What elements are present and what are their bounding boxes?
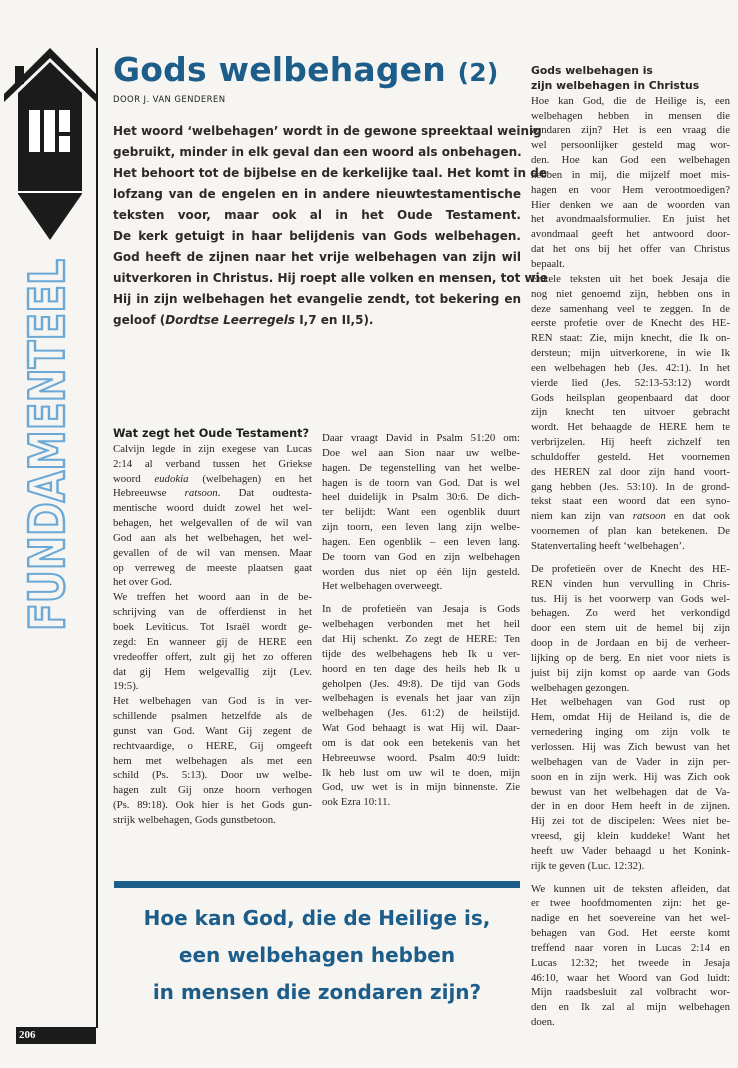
paragraph — [113, 694, 312, 828]
text-line: een welbehagen hebben — [178, 943, 456, 967]
text-segment: (welbehagen) en het — [188, 472, 312, 485]
paragraph — [531, 562, 730, 696]
text-line: nog niet genoemd zijn, hebben ons in — [531, 287, 730, 300]
text-line: dat het ons bij het offer van Christus — [531, 243, 730, 256]
text-line: 19:5). — [113, 680, 139, 693]
text-line: rijk te geven (Luc. 12:32). — [531, 859, 645, 872]
paragraph — [113, 590, 312, 694]
text-line: schuldoffer gesteld. Het voornemen — [531, 450, 730, 463]
text-line: boek Leviticus. Tot Israël wordt ge- — [113, 620, 312, 633]
text-line: geholpen (Jes. 49:8). De tijd van Gods — [322, 677, 520, 690]
text-segment: en dat ook — [665, 510, 730, 523]
text-line: een welbehagen heb (Jes. 42:1). In het — [531, 361, 730, 374]
column-1 — [113, 427, 312, 828]
text-line: Doe wel aan Sion naar uw welbe- — [322, 446, 520, 459]
text-line: doen. — [531, 1016, 555, 1029]
text-line: nadige en het soevereine van het wel- — [531, 912, 730, 925]
text-line: der in en door Hem heeft in de zijnen. — [531, 800, 730, 813]
paragraph — [531, 94, 730, 272]
text-line: Het welbehagen overweegt. — [322, 580, 443, 593]
text-line: gunst van God. Want Gij zegent de — [113, 724, 312, 737]
text-line: schrijving van de offerdienst in het — [113, 606, 312, 619]
text-line: welbehagen verbonden met het heil — [322, 618, 520, 631]
text-line: lijking op de berg. En niet voor niets is — [531, 651, 730, 664]
paragraph — [322, 602, 520, 810]
text-line: Hem, omdat Hij de Heiland is, die de — [531, 711, 730, 724]
text-line: Calvijn legde in zijn exegese van Lucas — [113, 442, 312, 455]
text-line: Gods heilsplan geopenbaard dat door — [531, 391, 730, 404]
text-line: vierde lied (Jes. 52:13-53:12) wordt — [531, 376, 730, 389]
text-line: zondaren zijn? Het is een vraag die — [531, 124, 730, 137]
text-line: hagen zult Gij onze hoorn verhogen — [113, 784, 312, 797]
text-line: dat Hij schenkt. Zo zegt de HERE: Ten — [322, 632, 520, 645]
text-line: den. Hoe kan God een welbehagen — [531, 154, 730, 167]
text-line: ook Ezra 10:11. — [322, 796, 391, 809]
text-segment: I,7 en II,5). — [295, 313, 374, 327]
title-number: (2) — [457, 58, 499, 87]
text-line: tus. Hij is het voorwerp van Gods wel- — [531, 592, 730, 605]
text-line: gang hebben (Jes. 53:10). In de grond- — [531, 480, 730, 493]
italic-term: ratsoon — [184, 487, 218, 500]
vertical-rule — [96, 48, 98, 1028]
text-line: juist bij zijn komst op aarde van Gods — [531, 666, 730, 679]
text-line: mentische woord duidt zowel het wel- — [113, 502, 312, 515]
text-line: God, uw wet is in mijn binnenste. Zie — [322, 781, 520, 794]
text-line: Hier denken we aan de woorden van — [531, 198, 730, 211]
paragraph — [531, 695, 730, 873]
text-line: wordt. Het behaagde de HERE hem te — [531, 421, 730, 434]
text-line: des HEREN zal door zijn hand voort- — [531, 465, 730, 478]
text-line: We kunnen uit de teksten afleiden, dat — [531, 882, 730, 895]
title-main: Gods welbehagen — [113, 50, 446, 89]
text-line: het avondmaalsformulier. En juist het — [531, 213, 730, 226]
text-line: tekst staat een woord dat een syno- — [531, 495, 730, 508]
text-line: Hij zei tot de discipelen: Wees niet be- — [531, 815, 730, 828]
text-line: eerste profetie over de Knecht des HE- — [531, 317, 730, 330]
text-line: lofzang van de engelen en in andere nieuwtestamentische — [113, 187, 521, 201]
text-line: Het woord ‘welbehagen’ wordt in de gewone spreektaal weinig — [113, 124, 542, 138]
text-line: welbehagen is evenals het jaar van zijn — [322, 692, 520, 705]
text-line: verbrijzelen. Hij heeft zichzelf ten — [531, 436, 730, 449]
subheading-oude-testament: Wat zegt het Oude Testament? — [113, 427, 310, 440]
paragraph — [531, 882, 730, 1030]
text-line: Mijn raadsbesluit zal volbracht wor- — [531, 986, 730, 999]
text-line: vreesd, gij klein kuddeke! Want het — [531, 830, 730, 843]
text-line: verlossen. Hij was Zich bewust van het — [531, 740, 730, 753]
text-line: heel duidelijk in Psalm 30:6. De dich- — [322, 491, 520, 504]
text-line: (Ps. 89:18). Ook hier is het Gods gun- — [113, 799, 312, 812]
text-line: REN vinden hun vervulling in Chris- — [531, 577, 730, 590]
text-line: Het behoort tot de bijbelse en de kerkelijke taal. Het komt in de — [113, 166, 547, 180]
svg-text:FUNDAMENTEEL: FUNDAMENTEEL — [19, 183, 76, 631]
text-line: avondmaal geeft het antwoord door- — [531, 228, 730, 241]
text-line: God aan als het welbehagen, het wel- — [113, 531, 312, 544]
text-line: vernedering inging om zijn volk te — [531, 726, 730, 739]
text-line: ter belijdt: Want een ogenblik duurt — [322, 506, 520, 519]
text-line: strijk welbehagen, Gods gunstbetoon. — [113, 813, 276, 826]
text-line: wel persoonlijker gesteld mag wor- — [531, 139, 730, 152]
text-line: heeft uw Vader behaagd u het Konink- — [531, 844, 730, 857]
paragraph — [531, 272, 730, 554]
text-line: behagen van God. Het eerste komt — [531, 927, 730, 940]
column-2 — [322, 431, 520, 810]
text-line: Het welbehagen van God rust op — [531, 696, 730, 709]
text-line: welbehagen gezongen. — [531, 681, 630, 694]
text-line: zijn toorn, een leven lang zijn welbe- — [322, 521, 520, 534]
text-line: Het welbehagen van God is in ver- — [113, 695, 312, 708]
column-3 — [531, 64, 730, 1030]
text-line: treffend naar voren in Lucas 2:14 en — [531, 941, 730, 954]
text-line: zijn knecht ten uitvoer gebracht — [531, 406, 730, 419]
text-line: uitverkoren in Christus. Hij roept alle volken en mensen, tot wie — [113, 271, 548, 285]
text-line: Hebreeuwse woord. Psalm 40:9 luidt: — [322, 751, 520, 764]
text-line: behagen. Zo werd het verkondigd — [531, 607, 730, 620]
text-line: op verreweg de meeste plaatsen gaat — [113, 561, 312, 574]
text-line: hagen is de toorn van God. Dat is wel — [322, 476, 520, 489]
text-line: Hoe kan God, die de Heilige is, — [143, 906, 491, 930]
text-line: Enkele teksten uit het boek Jesaja die — [531, 272, 730, 285]
house-pencil-logo-icon — [0, 44, 100, 242]
page-number-bar — [16, 1027, 96, 1044]
text-line: behagen, het welgevallen of de wil van — [113, 517, 312, 530]
text-line: het over God. — [113, 576, 173, 589]
text-line: REN staat: Zie, mijn knecht, die Ik on- — [531, 332, 730, 345]
pull-quote — [114, 900, 520, 1011]
italic-term: Dordtse Leerregels — [165, 313, 296, 327]
text-line: Statenvertaling heeft ‘welbehagen’. — [531, 540, 685, 552]
text-line — [113, 486, 312, 501]
text-line: dersteun; mijn uitverkorene, in wie Ik — [531, 347, 730, 360]
text-segment: niem kan zijn van — [531, 510, 633, 523]
text-line: door een stem uit de hemel bij zijn — [531, 622, 730, 635]
text-line: schild (Ps. 5:13). Door uw welbe- — [113, 769, 312, 782]
text-line: gevallen of de wil van mensen. Maar — [113, 546, 312, 559]
italic-term: eudokia — [154, 472, 189, 485]
text-segment: . Dat oudtesta- — [217, 487, 313, 500]
text-segment: woord — [113, 472, 155, 485]
text-line: er twee hoofdmomenten zijn: het ge- — [531, 897, 730, 910]
text-line: zijn welbehagen in Christus — [531, 78, 700, 92]
text-line: In de profetieën van Jesaja is Gods — [322, 603, 520, 616]
article-title — [113, 50, 499, 89]
text-line: om is dat ook een betekenis van het — [322, 736, 520, 749]
text-line: hagen. Een ogenblik – een leven lang. — [322, 535, 520, 548]
text-line: We treffen het woord aan in de be- — [113, 591, 312, 604]
text-line: tijde des welbehagens heb Ik u ver- — [322, 647, 520, 660]
text-line: 2:14 al verband tussen het Griekse — [113, 457, 312, 470]
text-line: soon en in zijn werk. Hij was Zich ook — [531, 770, 730, 783]
text-line: welbehagen hebben in mensen die — [531, 109, 730, 122]
text-line: bewust van het welbehagen dat de Va- — [531, 785, 730, 798]
text-segment: Hebreeuwse — [113, 487, 185, 500]
author-byline: DOOR J. VAN GENDEREN — [113, 95, 226, 105]
text-line — [113, 310, 521, 331]
text-line: Lucas 12:32; het tweede in Jesaja — [531, 956, 730, 969]
text-line: hebben in mij, die mijzelf moet mis- — [531, 168, 730, 181]
text-line: De toorn van God en zijn welbehagen — [322, 550, 520, 563]
paragraph — [322, 431, 520, 594]
text-line: hem met welbehagen als met een — [113, 754, 312, 767]
text-line: Hoe kan God, die de Heilige is, een — [531, 94, 730, 107]
text-line: De kerk getuigt in haar belijdenis van Gods welbehagen. — [113, 229, 521, 243]
text-line — [113, 472, 312, 487]
text-line: Hij in zijn welbehagen het evangelie zendt, tot bekering en — [113, 292, 521, 306]
text-line: in mensen die zondaren zijn? — [152, 980, 482, 1004]
text-line — [531, 509, 730, 524]
text-line: welbehagen (Jes. 61:2) de heilstijd. — [322, 707, 520, 720]
text-segment: geloof ( — [113, 313, 166, 327]
text-line: den en Ik zal al mijn welbehagen — [531, 1001, 730, 1014]
text-line: gebruikt, minder in elk geval dan een woord als onbehagen. — [113, 145, 522, 159]
text-line: hagen en voor Hem verootmoedigen? — [531, 183, 730, 196]
text-line: bepaalt. — [531, 257, 565, 270]
text-line: doop in de Jordaan en bij de verheer- — [531, 637, 730, 650]
text-line: vredeoffer offert, zult gij het zo offeren — [113, 650, 312, 663]
paragraph — [113, 442, 312, 590]
text-line: hagen. De tegenstelling van het welbe- — [322, 461, 520, 474]
text-line: 46:10, waar het Woord van God luidt: — [531, 971, 730, 984]
quote-divider — [114, 881, 520, 888]
text-line: zegd: En wanneer gij de HERE een — [113, 635, 312, 648]
text-line: Wat God behaagt is wat Hij wil. Daar- — [322, 722, 520, 735]
text-line: deze samenhang veel te zeggen. In de — [531, 302, 730, 315]
text-line: Daar vraagt David in Psalm 51:20 om: — [322, 432, 520, 444]
section-vertical-label — [19, 183, 76, 635]
text-line: teksten voor, maar ook al in het Oude Testament. — [113, 208, 521, 222]
text-line: dat gij Hem welgevallig zijt (Lev. — [113, 665, 312, 678]
text-line: Gods welbehagen is — [531, 64, 653, 77]
page-number: 206 — [19, 1029, 36, 1041]
text-line: welbehagen van de Vader in zijn per- — [531, 755, 730, 768]
text-line: Ik heb lust om uw wil te doen, mijn — [322, 766, 520, 779]
italic-term: ratsoon — [632, 510, 666, 523]
text-line: hoord en ten dage des heils heb Ik u — [322, 662, 520, 675]
text-line: rechtvaardige, o HERE, Gij omgeeft — [113, 739, 312, 752]
text-line: schillende psalmen hetzelfde als de — [113, 710, 312, 723]
text-line: God heeft de zijnen naar het vrije welbehagen van zijn wil — [113, 250, 521, 264]
text-line: worden dus niet op één lijn gesteld. — [322, 565, 520, 578]
text-line: De profetieën over de Knecht des HE- — [531, 562, 730, 575]
text-line: voornemen of plan kan betekenen. De — [531, 525, 730, 538]
subheading-christus — [531, 64, 730, 94]
